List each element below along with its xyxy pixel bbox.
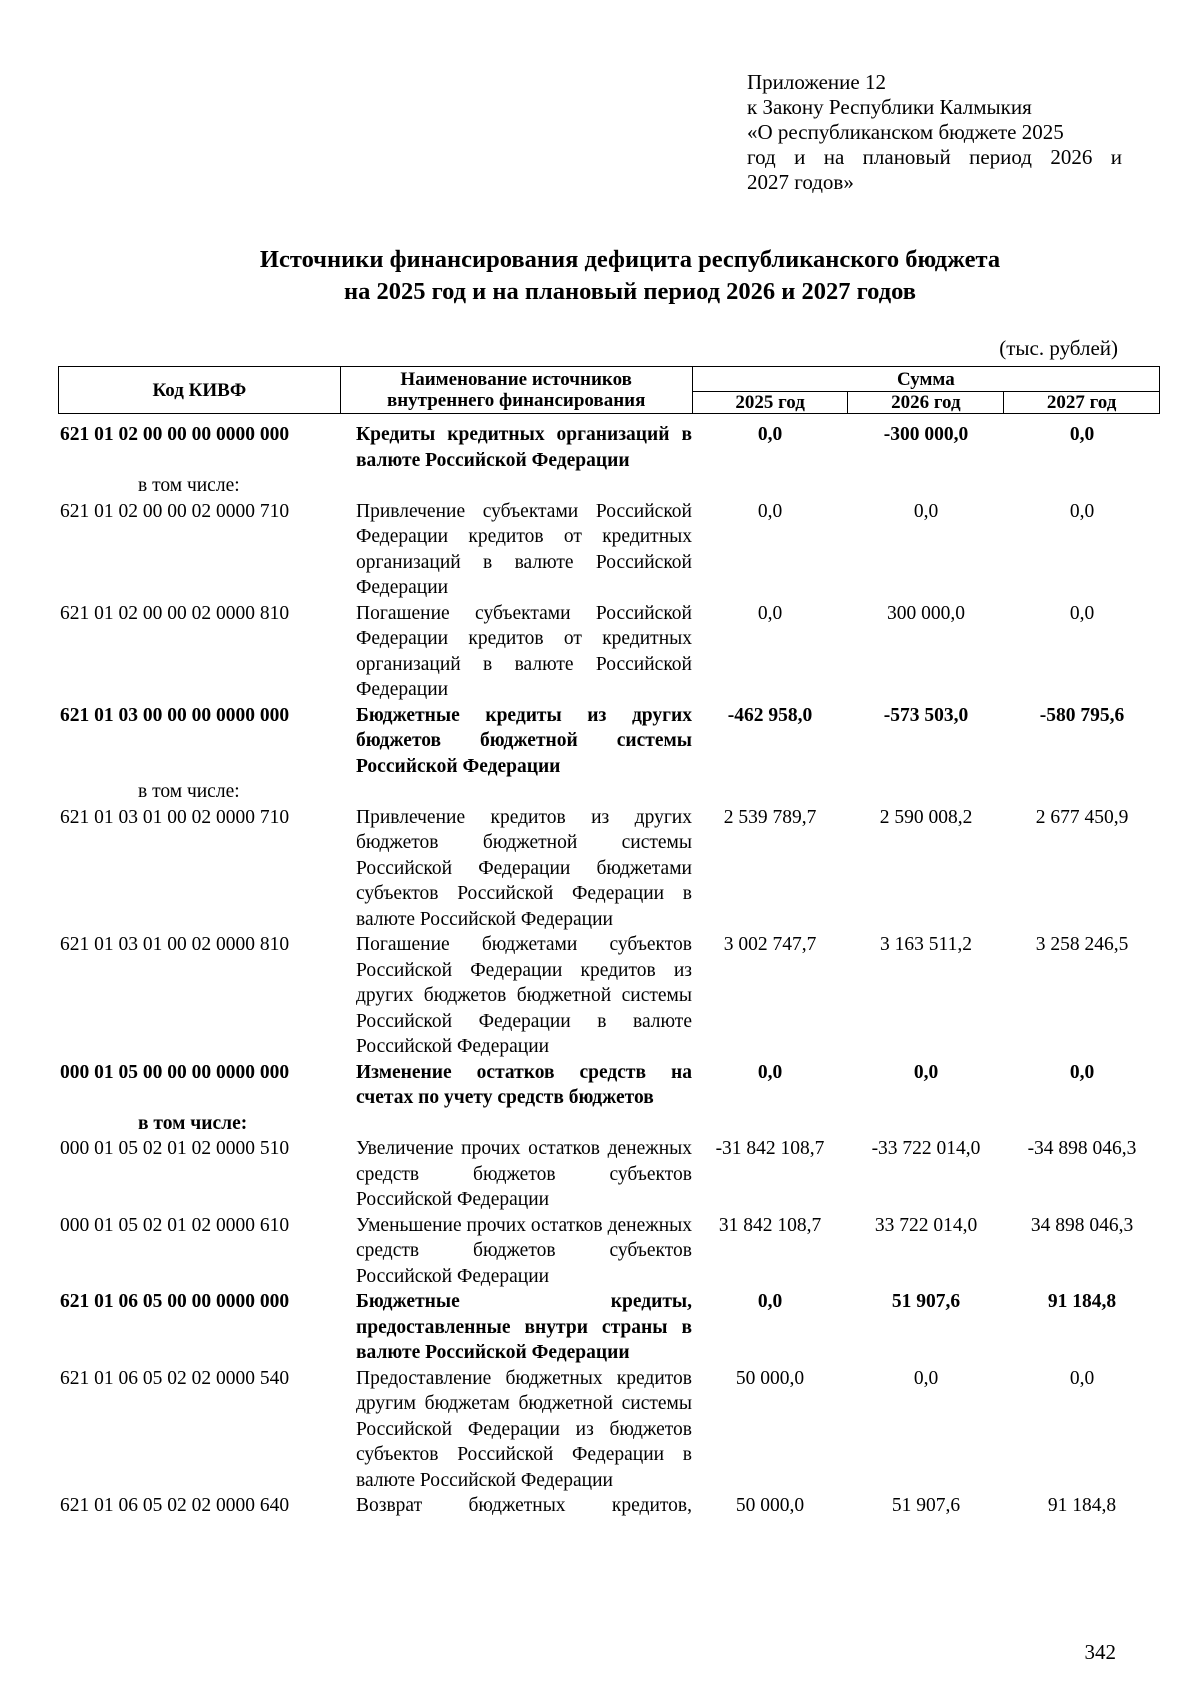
- row-value-2027: 0,0: [1069, 500, 1095, 522]
- units-label: (тыс. рублей): [999, 336, 1118, 360]
- column-header-name: [340, 367, 692, 414]
- table-row: [60, 1289, 1160, 1366]
- column-header-name-line-2: внутреннего финансирования: [386, 390, 646, 411]
- table-row: [60, 422, 1160, 473]
- row-name: Бюджетные кредиты из других бюджетов бюджетной системы Российской Федерации: [356, 704, 692, 777]
- row-value-2025: 0,0: [757, 1291, 783, 1312]
- table-row: [60, 1060, 1160, 1111]
- row-value-2026: 0,0: [913, 1367, 939, 1389]
- table-row: [60, 805, 1160, 933]
- row-code: 621 01 02 00 00 02 0000 710: [60, 500, 290, 522]
- row-value-2027: 91 184,8: [1047, 1291, 1117, 1312]
- row-code: 621 01 06 05 02 02 0000 640: [60, 1495, 290, 1516]
- row-value-2027: 2 677 450,9: [1035, 806, 1129, 828]
- appendix-line: Приложение 12: [747, 70, 886, 94]
- row-code: 621 01 03 01 00 02 0000 810: [60, 934, 290, 955]
- appendix-line: год и на плановый период 2026 и: [747, 145, 1122, 169]
- column-header-name-line-1: Наименование источников: [400, 369, 632, 390]
- row-name: Привлечение кредитов из других бюджетов бюджетной системы Российской Федерации бюджетами субъектов Российской Федерации в валюте Российской Федерации: [356, 806, 692, 930]
- row-value-2027: 0,0: [1069, 602, 1095, 624]
- table-header: [58, 366, 1160, 414]
- row-name: Погашение субъектами Российской Федерации кредитов от кредитных организаций в валюте Российской Федерации: [356, 602, 692, 700]
- row-code: 621 01 03 01 00 02 0000 710: [60, 806, 290, 828]
- row-value-2027: 0,0: [1069, 1061, 1095, 1083]
- row-value-2026: -573 503,0: [883, 704, 969, 726]
- row-value-2026: 0,0: [913, 500, 939, 522]
- table-row: [60, 601, 1160, 703]
- row-value-2026: -33 722 014,0: [871, 1138, 981, 1159]
- row-value-2025: 0,0: [757, 500, 783, 522]
- row-name: Увеличение прочих остатков денежных средств бюджетов субъектов Российской Федерации: [356, 1138, 692, 1210]
- row-value-2026: 300 000,0: [887, 602, 965, 624]
- table-row: [60, 703, 1160, 780]
- row-name: Изменение остатков средств на счетах по учету средств бюджетов: [356, 1061, 692, 1108]
- row-name: Уменьшение прочих остатков денежных средств бюджетов субъектов Российской Федерации: [356, 1214, 692, 1287]
- row-code: 621 01 06 05 02 02 0000 540: [60, 1367, 290, 1389]
- column-header-2026: 2026 год: [848, 392, 1004, 414]
- column-header-code: Код КИВФ: [59, 367, 341, 414]
- row-code: 621 01 03 00 00 00 0000 000: [60, 704, 290, 726]
- row-value-2025: 31 842 108,7: [718, 1214, 822, 1236]
- including-label: в том числе:: [138, 781, 240, 802]
- row-value-2025: 0,0: [757, 602, 783, 624]
- row-value-2026: 2 590 008,2: [879, 806, 973, 828]
- row-value-2026: -300 000,0: [883, 424, 969, 445]
- row-value-2027: -580 795,6: [1039, 704, 1125, 726]
- appendix-note: [747, 70, 1122, 195]
- row-value-2026: 0,0: [913, 1061, 939, 1083]
- row-name: Привлечение субъектами Российской Федерации кредитов от кредитных организаций в валюте Российской Федерации: [356, 500, 692, 598]
- row-code: 621 01 02 00 00 00 0000 000: [60, 424, 290, 445]
- row-name: Предоставление бюджетных кредитов другим бюджетам бюджетной системы Российской Федерации из бюджетов субъектов Российской Федерации в валюте Российской Федерации: [356, 1367, 692, 1491]
- row-code: 621 01 06 05 00 00 0000 000: [60, 1291, 290, 1312]
- row-value-2025: 50 000,0: [735, 1367, 805, 1389]
- row-value-2025: -31 842 108,7: [715, 1138, 825, 1159]
- row-code: 000 01 05 02 01 02 0000 610: [60, 1214, 290, 1236]
- document-title: [80, 244, 1180, 308]
- column-header-sum: Сумма: [692, 367, 1159, 392]
- document-title-line-1: Источники финансирования дефицита республиканского бюджета: [259, 246, 1001, 273]
- document-title-line-2: на 2025 год и на плановый период 2026 и 2027 годов: [343, 278, 916, 305]
- row-value-2025: 2 539 789,7: [723, 806, 817, 828]
- appendix-line: 2027 годов»: [747, 170, 854, 194]
- table-row: [60, 1493, 1160, 1519]
- column-header-2025: 2025 год: [692, 392, 848, 414]
- row-name: Возврат бюджетных кредитов,: [356, 1495, 692, 1516]
- row-value-2026: 51 907,6: [891, 1291, 961, 1312]
- row-value-2026: 51 907,6: [891, 1495, 961, 1516]
- row-value-2026: 3 163 511,2: [880, 934, 972, 955]
- table-row: [60, 499, 1160, 601]
- row-value-2025: 3 002 747,7: [723, 934, 817, 955]
- row-value-2027: 91 184,8: [1047, 1495, 1117, 1516]
- row-value-2025: 50 000,0: [735, 1495, 805, 1516]
- page-number: 342: [1084, 1640, 1116, 1664]
- table-row: [60, 1366, 1160, 1494]
- row-value-2027: 0,0: [1069, 1367, 1095, 1389]
- row-code: 000 01 05 00 00 00 0000 000: [60, 1061, 290, 1083]
- table-row: [60, 932, 1160, 1060]
- row-value-2027: 3 258 246,5: [1035, 934, 1129, 955]
- row-value-2027: 34 898 046,3: [1030, 1214, 1134, 1236]
- table-row: [60, 1213, 1160, 1290]
- row-name: Бюджетные кредиты, предоставленные внутри страны в валюте Российской Федерации: [356, 1291, 692, 1363]
- row-value-2025: -462 958,0: [727, 704, 813, 726]
- row-value-2025: 0,0: [757, 1061, 783, 1083]
- including-label: в том числе:: [138, 1112, 248, 1134]
- table-body: [60, 422, 1160, 1519]
- row-name: Кредиты кредитных организаций в валюте Российской Федерации: [356, 424, 692, 471]
- row-value-2026: 33 722 014,0: [874, 1214, 978, 1236]
- appendix-line: к Закону Республики Калмыкия: [747, 95, 1032, 119]
- column-header-2027: 2027 год: [1004, 392, 1160, 414]
- appendix-line: «О республиканском бюджете 2025: [747, 120, 1064, 144]
- row-value-2027: 0,0: [1069, 424, 1095, 445]
- row-value-2027: -34 898 046,3: [1027, 1138, 1137, 1159]
- row-value-2025: 0,0: [757, 424, 783, 445]
- including-label: в том числе:: [138, 475, 240, 496]
- table-row: [60, 1136, 1160, 1213]
- row-name: Погашение бюджетами субъектов Российской Федерации кредитов из других бюджетов бюджетной системы Российской Федерации в валюте Российской Федерации: [356, 934, 692, 1057]
- row-code: 621 01 02 00 00 02 0000 810: [60, 602, 290, 624]
- row-code: 000 01 05 02 01 02 0000 510: [60, 1138, 290, 1159]
